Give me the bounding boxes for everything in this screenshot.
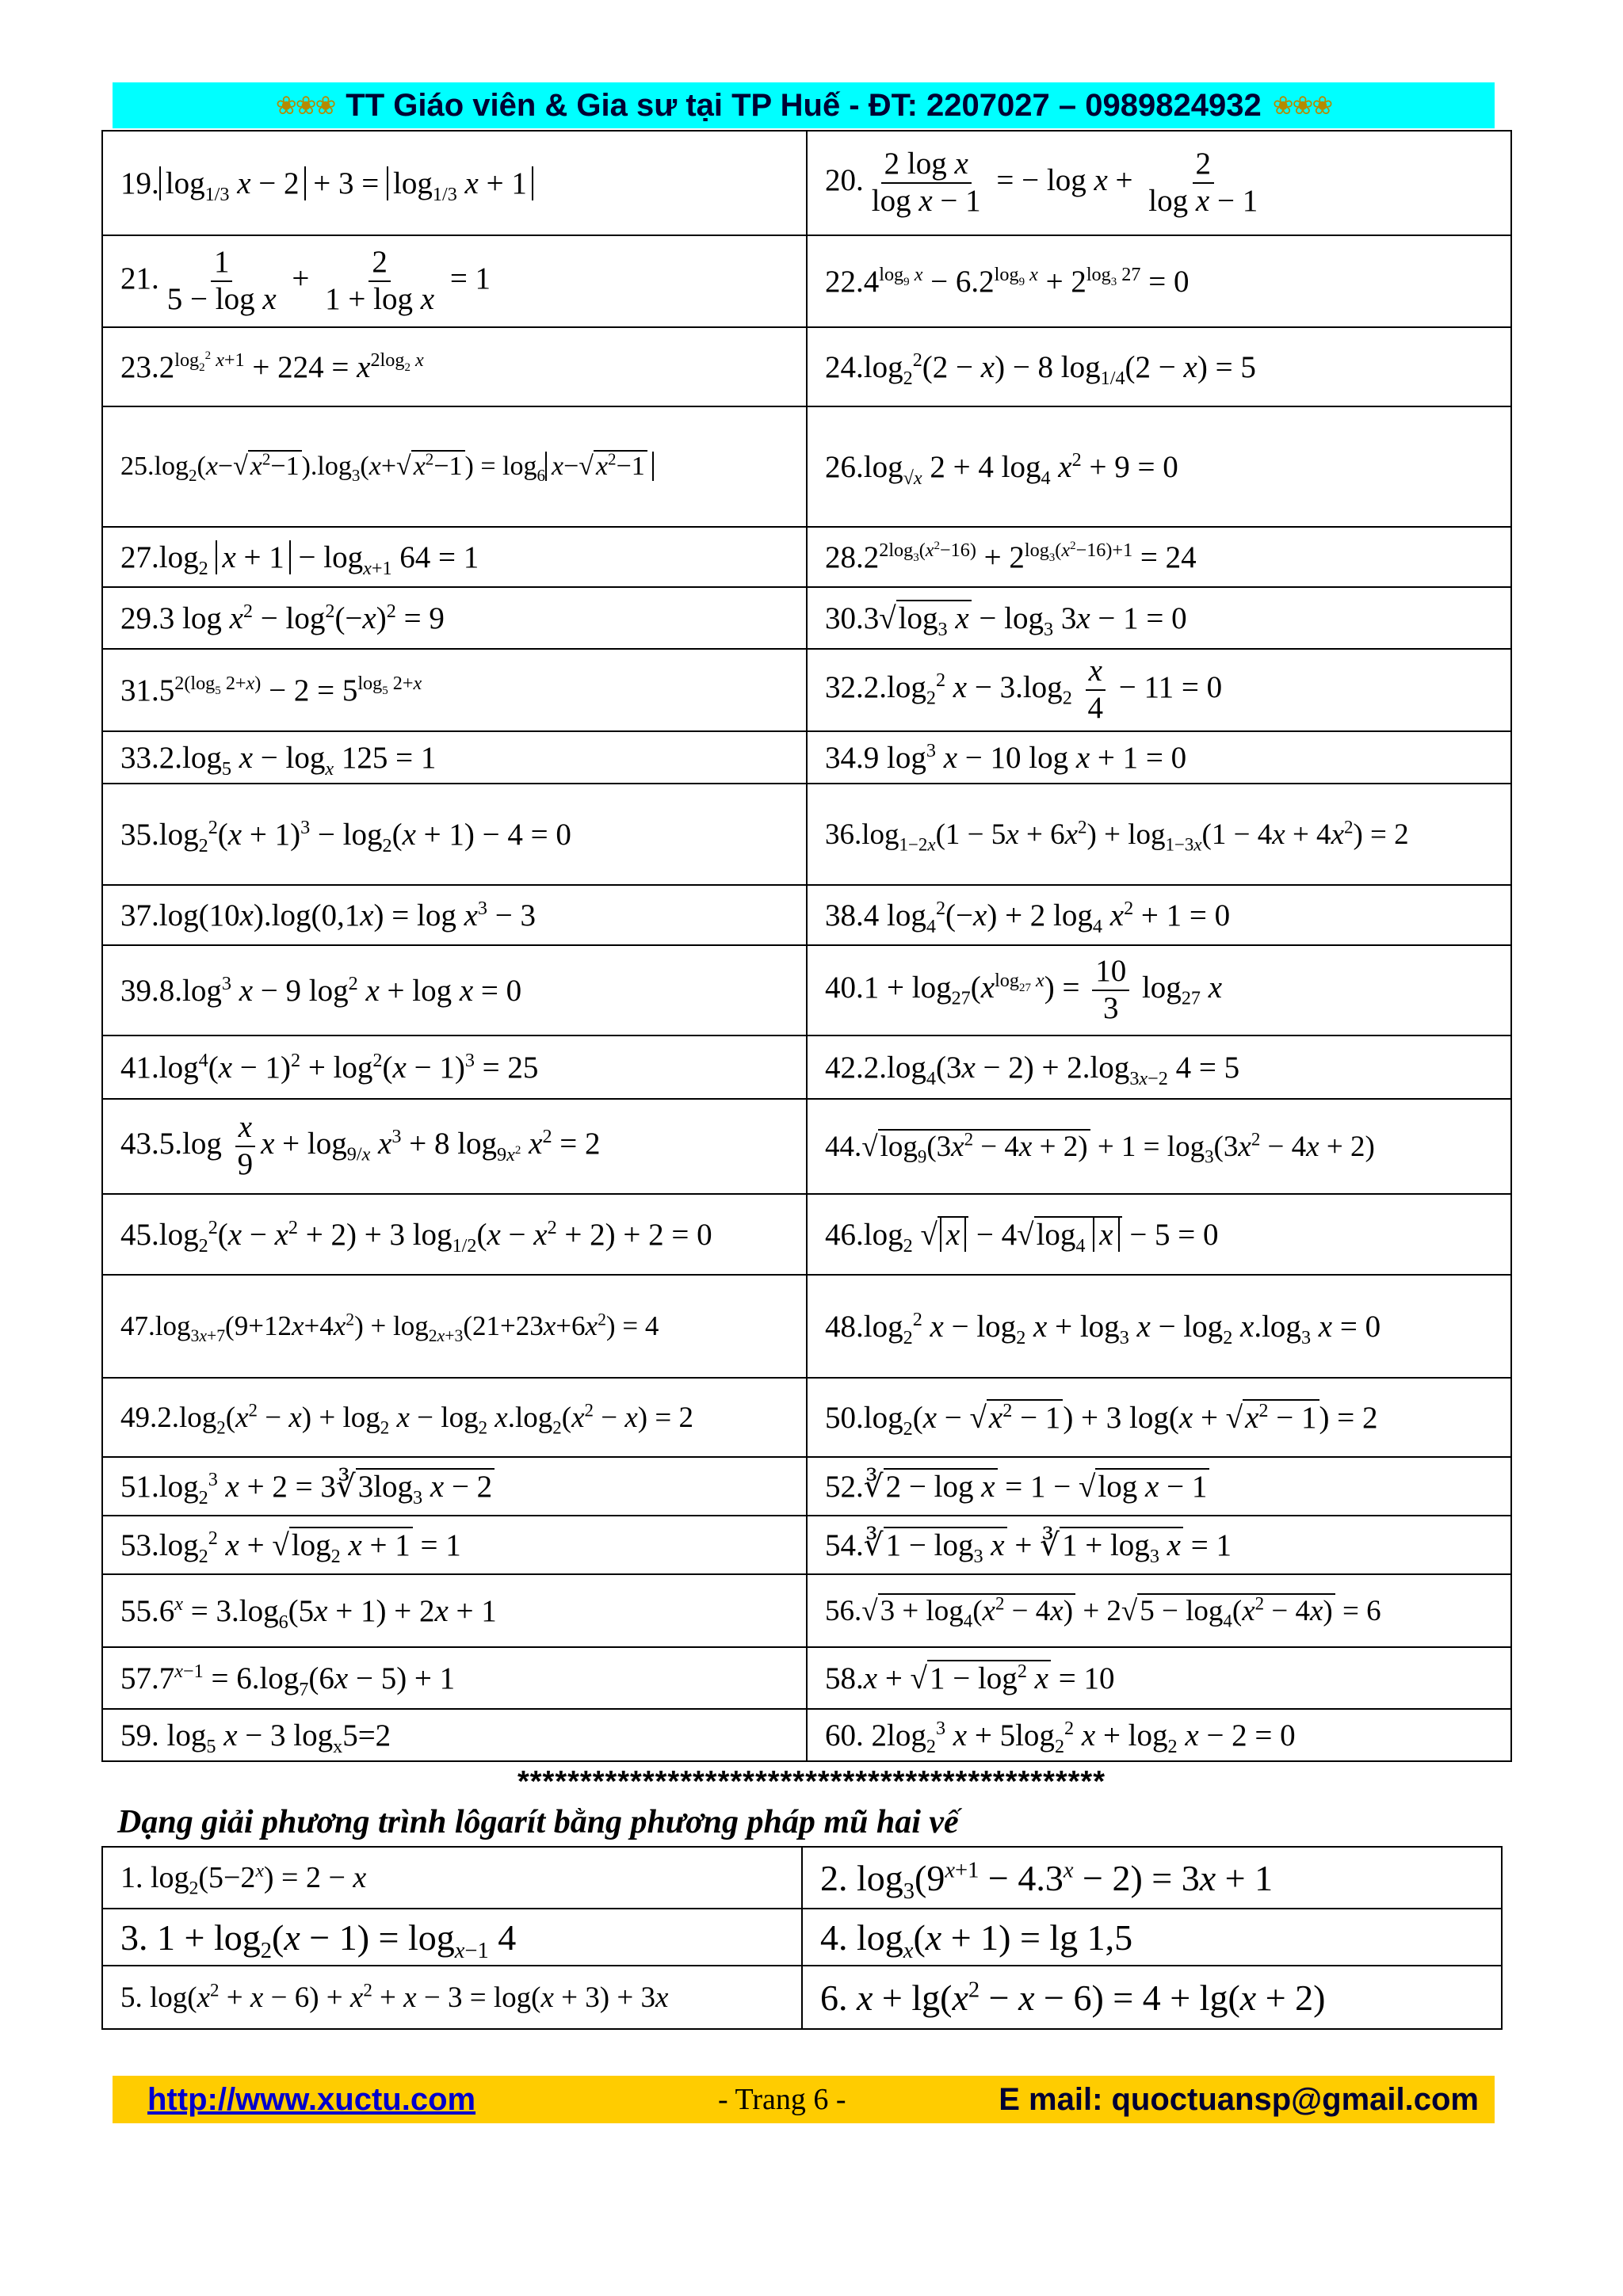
exercise-cell: 54.∛1 − $\log_3 x$ + ∛1 + $\log_3 x = 1$ <box>807 1516 1511 1574</box>
exercise-cell: $30.3√\log_3$ $x - \log_3 3x - 1 = 0$ <box>807 587 1511 649</box>
exercise-cell: $45.\log_2^2(x - x^2 + 2) + 3$ $\log_{1/2}(x - x^2 + 2) + 2 = 0$ <box>102 1194 807 1275</box>
page-header <box>113 82 1495 128</box>
exercise-cell: $27.\log_2$ $x + 1 - \log_{x+1} 64 = 1$ <box>102 527 807 587</box>
exercise-cell: 19. $\log_{1/3} x - 2 + 3 = \log_{1/3} x + 1$ <box>102 131 807 235</box>
exercise-cell: $24.\log_2^2(2 - x) - 8$ $\log_{1/4}(2 - x) = 5$ <box>807 327 1511 406</box>
exercise-cell: $57.7^{x-1} = 6.\log_7(6x - 5) + 1$ <box>102 1647 807 1709</box>
exercise-cell: 5. $\log(x^2 + x - 6) + x^2 + x - 3 = \log(x + 3) + 3x$ <box>102 1966 802 2029</box>
page-footer <box>113 2076 1495 2123</box>
exercise-cell: $32.2.\log_2^2$ $x - 3.\log_2$ $\frac{x}{4}$ − 11 = 0 <box>807 649 1511 731</box>
exercise-cell: 43.5.log $\frac{x}{9}$ $x + \log_{9/x} x^3 + 8$ $\log_{9x^2} x^2 = 2$ <box>102 1099 807 1194</box>
exercise-cell: 21. $\frac{1}{\text{5 − log x}}$ + $\frac{2}{\text{1 + log x}}$ = 1 <box>102 235 807 327</box>
exercise-cell: $41.\log^4(x - 1)^2 + \log^2(x - 1)^3 = 25$ <box>102 1035 807 1099</box>
exercise-cell: $44.√\log_9(3x^2 - 4x + 2) + 1 = \log_3(3x^2 - 4x + 2)$ <box>807 1099 1511 1194</box>
section-exercise-table <box>101 1846 1503 2030</box>
exercise-cell: $31.5^{2(log_5 2+x)} - 2 = 5^{log_5 2+x}$ <box>102 649 807 731</box>
exercise-cell: $58.x + √1 - \log^2 x = 10$ <box>807 1647 1511 1709</box>
exercise-table <box>101 130 1512 1762</box>
exercise-cell: $22.4^{log_9 x} - 6.2^{log_9 x} + 2^{log_3 27} = 0$ <box>807 235 1511 327</box>
exercise-cell: 6. $x + \lg(x^2 - x - 6) = 4 + \lg(x + 2)$ <box>802 1966 1502 2029</box>
exercise-cell: 29.3 $\log x^2 - \log^2(-x)^2 = 9$ <box>102 587 807 649</box>
exercise-cell: $48.\log_2^2$ $x - \log_2 x + \log_3 x - \log_2 x.\log_3$ x = 0 <box>807 1275 1511 1378</box>
exercise-cell: $35.\log_2^2(x + 1)^3 - \log_2(x + 1) - 4 = 0$ <box>102 784 807 885</box>
exercise-cell: $51.\log_2^3$ $x + 2 = 3∛3\log_3$ x − 2 <box>102 1457 807 1516</box>
exercise-cell: $37.\log(10x).\log(0,1x) = \log x^3 - 3$ <box>102 885 807 945</box>
header-title: TT Giáo viên & Gia sư tại TP Huế - ĐT: 2207027 – 0989824932 <box>346 87 1262 123</box>
ornament-right-icon: ❀❀❀ <box>1272 91 1332 120</box>
exercise-cell: 1. $\log_2(5-2^x) = 2 - x$ <box>102 1847 802 1909</box>
exercise-cell: $26.\log_{√x}$ 2 + 4 $\log_4 x^2 + 9 = 0$ <box>807 406 1511 527</box>
website-link[interactable]: http://www.xuctu.com <box>147 2082 476 2117</box>
exercise-cell: $56.√3 + \log_4(x^2 - 4x) + 2√5 - \log_4(x^2 - 4x) = 6$ <box>807 1574 1511 1647</box>
exercise-cell: 2. $\log_3(9^{x+1} - 4.3^x - 2) = 3x + 1$ <box>802 1847 1502 1909</box>
exercise-cell: $25.\log_2(x-√x^2-1).\log_3(x+√x^2-1) = \log_6 x-√x^2-1$ <box>102 406 807 527</box>
section-title: Dạng giải phương trình lôgarít bằng phương pháp mũ hai vế <box>117 1804 959 1840</box>
exercise-cell: $46.\log_2$ √ $x - 4√\log_4$ x − 5 = 0 <box>807 1194 1511 1275</box>
exercise-cell: $49.2.\log_2(x^2 - x) + \log_2 x - \log_2 x.\log_2(x^2 - x) = 2$ <box>102 1378 807 1457</box>
page-number: - Trang 6 - <box>718 2083 846 2116</box>
exercise-cell: $33.2.\log_5$ $x - \log_x 125 = 1$ <box>102 731 807 784</box>
exercise-cell: $42.2.\log_4(3x - 2) + 2.\log_{3x-2}$ 4 = 5 <box>807 1035 1511 1099</box>
exercise-cell: 52.∛2 − log x = 1 − √log x − 1 <box>807 1457 1511 1516</box>
exercise-cell: $23.2^{log_2^2 x+1} + 224 = x^{2log_2 x}$ <box>102 327 807 406</box>
ornament-left-icon: ❀❀❀ <box>275 91 335 120</box>
exercise-cell: 59. $\log_5 x - 3$ $\log_x5=2$ <box>102 1709 807 1761</box>
exercise-cell: $55.6^x = 3.\log_6(5x + 1) + 2x + 1$ <box>102 1574 807 1647</box>
separator: *********************************************** <box>517 1765 1106 1798</box>
exercise-cell: 4. $\log_x(x + 1) = \lg 1,5$ <box>802 1909 1502 1966</box>
exercise-cell: $50.\log_2(x - √x^2 - 1) + 3$ $\log(x + √x^2 - 1) = 2$ <box>807 1378 1511 1457</box>
exercise-cell: 3. $1 + \log_2(x - 1) = \log_{x-1} 4$ <box>102 1909 802 1966</box>
email-text: E mail: quoctuansp@gmail.com <box>999 2082 1479 2117</box>
exercise-cell: $28.2^{2log_3(x^2-16)} + 2^{log_3(x^2-16)+1} = 24$ <box>807 527 1511 587</box>
exercise-cell: 34.9 $\log^3 x - 10$ log x + 1 = 0 <box>807 731 1511 784</box>
exercise-cell: 60. $2\log_2^3$ $x + 5\log_2^2$ $x + \log_2 x - 2 = 0$ <box>807 1709 1511 1761</box>
exercise-cell: $47.\log_{3x+7}(9+12x+4x^2) + \log_{2x+3}(21+23x+6x^2) = 4$ <box>102 1275 807 1378</box>
exercise-cell: 20. $\frac{\text{2 log x}}{\text{log x − 1}}$ = − log x + $\frac{2}{\text{log x − 1}}$ <box>807 131 1511 235</box>
exercise-cell: $40.1 + \log_{27}(x^{log_{27} x})$ = $\frac{10}{3}$ $\log_{27} x$ <box>807 945 1511 1035</box>
exercise-cell: $53.\log_2^2$ $x + √\log_2$ x + 1 = 1 <box>102 1516 807 1574</box>
exercise-cell: $36.\log_{1-2x}(1 - 5x + 6x^2) + \log_{1-3x}(1 - 4x + 4x^2) = 2$ <box>807 784 1511 885</box>
exercise-cell: 38.4 $\log_4^2(-x) + 2$ $\log_4 x^2 + 1 = 0$ <box>807 885 1511 945</box>
exercise-cell: $39.8.\log^3$ x − 9 $\log^2 x + \log x = 0$ <box>102 945 807 1035</box>
